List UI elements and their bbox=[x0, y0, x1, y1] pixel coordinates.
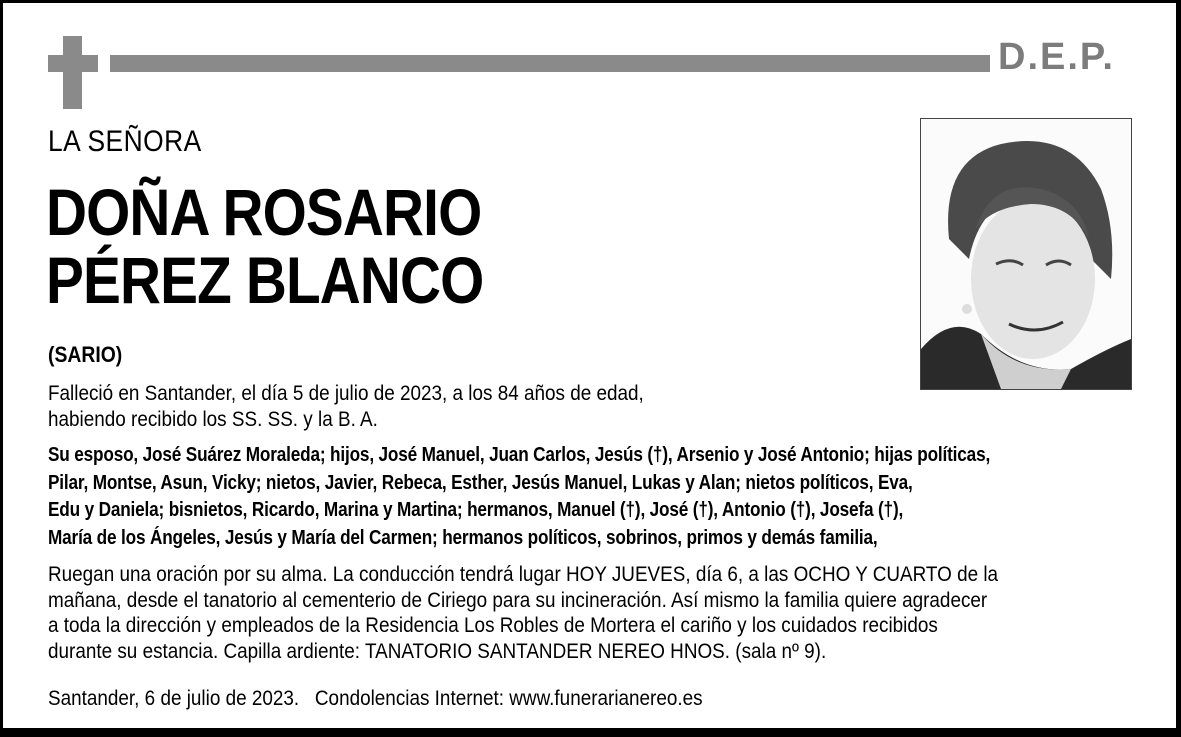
service-line: Ruegan una oración por su alma. La conducción tendrá lugar HOY JUEVES, día 6, a las OCHO Y CUARTO de la bbox=[48, 563, 999, 586]
family-line: Pilar, Montse, Asun, Vicky; nietos, Javier, Rebeca, Esther, Jesús Manuel, Lukas y Alan; nietos políticos, Eva, bbox=[48, 471, 913, 494]
footer-line: Santander, 6 de julio de 2023. Condolencias Internet: www.funerarianereo.es bbox=[48, 687, 703, 710]
service-details bbox=[48, 562, 998, 664]
title-label: LA SEÑORA bbox=[48, 125, 202, 158]
name-line-1: DOÑA ROSARIO bbox=[46, 175, 482, 249]
service-line: mañana, desde el tanatorio al cementerio de Ciriego para su incineración. Así mismo la familia quiere agradecer bbox=[48, 588, 988, 612]
family-list bbox=[48, 442, 990, 552]
service-line: durante su estancia. Capilla ardiente: TANATORIO SANTANDER NEREO HNOS. (sala nº 9). bbox=[48, 639, 827, 663]
service-line: a toda la dirección y empleados de la Residencia Los Robles de Mortera el cariño y los cuidados recibidos bbox=[48, 614, 938, 637]
dep-label: D.E.P. bbox=[998, 36, 1115, 78]
family-line: Edu y Daniela; bisnietos, Ricardo, Marina y Martina; hermanos, Manuel (†), José (†), Antonio (†), Josefa (†), bbox=[48, 499, 904, 521]
portrait-image bbox=[921, 119, 1131, 389]
nickname: (SARIO) bbox=[48, 342, 123, 367]
death-notice-line: habiendo recibido los SS. SS. y la B. A. bbox=[48, 407, 378, 431]
family-line: Su esposo, José Suárez Moraleda; hijos, José Manuel, Juan Carlos, Jesús (†), Arsenio y José Antonio; hijas políticas, bbox=[48, 444, 991, 466]
header-rule bbox=[110, 55, 990, 72]
cross-icon bbox=[63, 36, 82, 109]
portrait-photo bbox=[920, 118, 1132, 390]
deceased-name bbox=[46, 175, 484, 317]
name-line-2: PÉREZ BLANCO bbox=[46, 243, 484, 317]
death-notice bbox=[48, 381, 644, 432]
family-line: María de los Ángeles, Jesús y María del Carmen; hermanos políticos, sobrinos, primos y demás familia, bbox=[48, 526, 878, 549]
cross-icon-arm bbox=[48, 55, 98, 72]
death-notice-line: Falleció en Santander, el día 5 de julio de 2023, a los 84 años de edad, bbox=[48, 382, 644, 405]
